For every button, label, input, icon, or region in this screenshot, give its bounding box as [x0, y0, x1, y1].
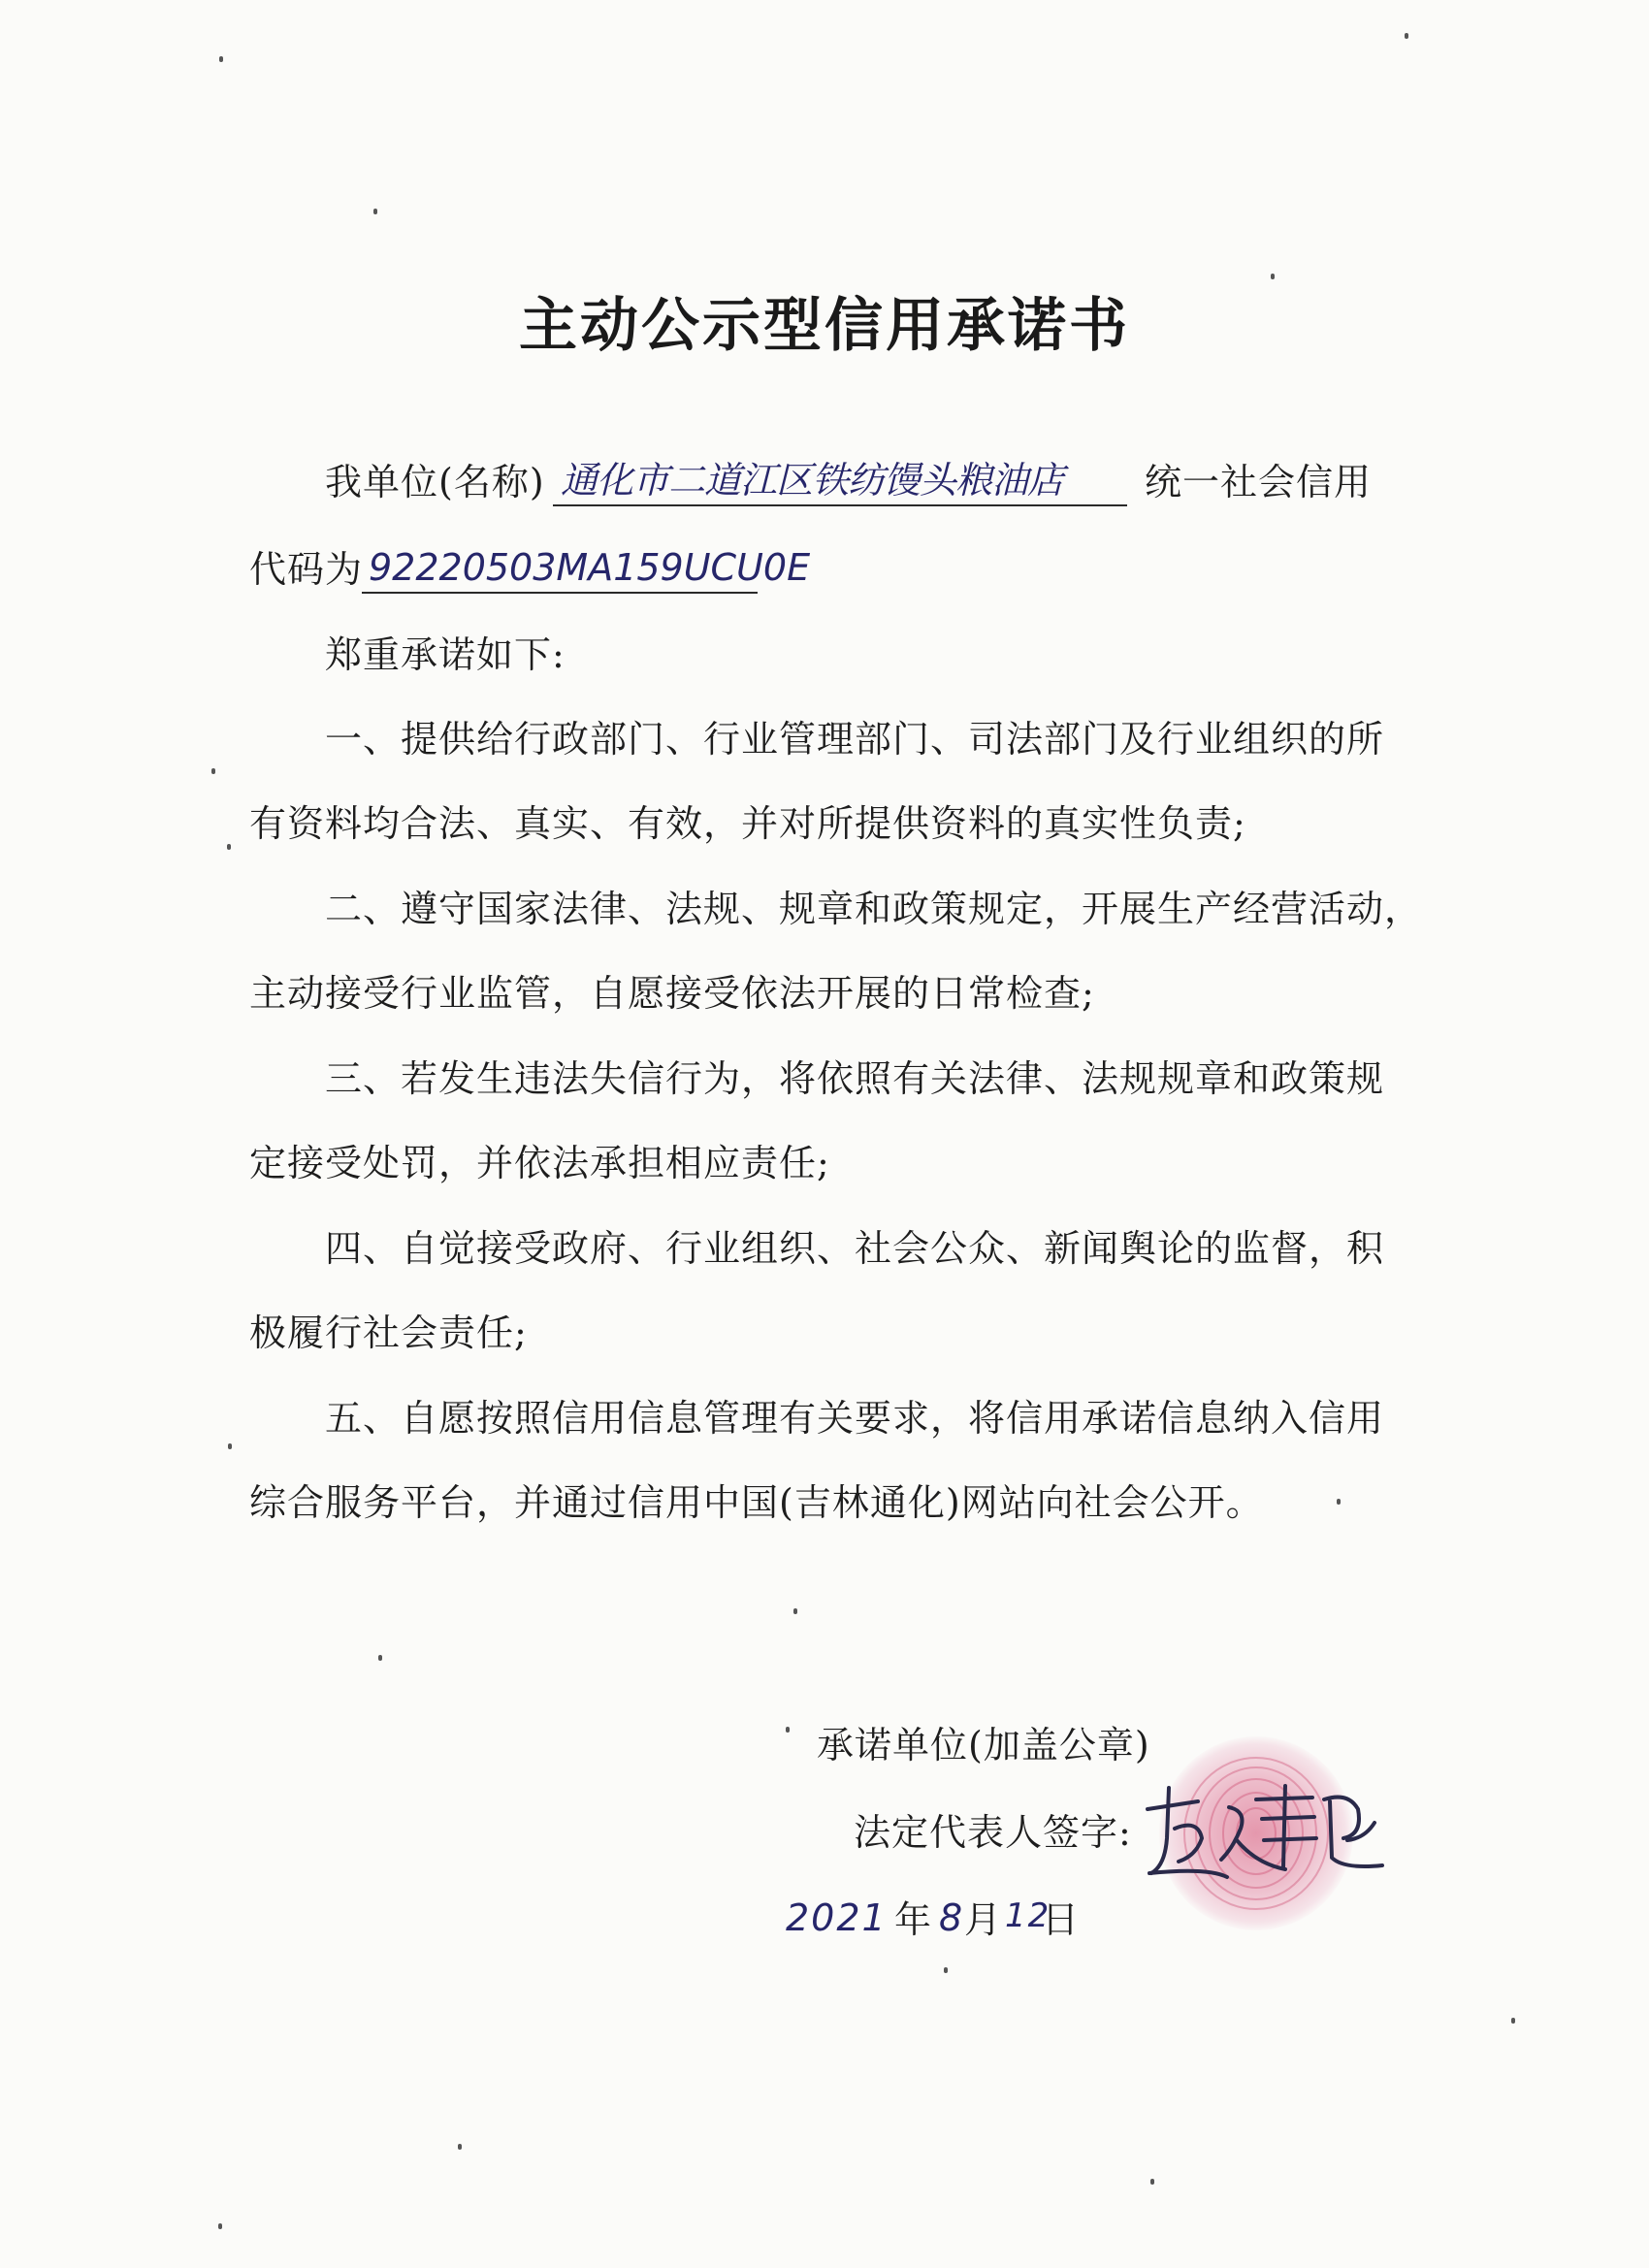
pledge-item-4-line2: 极履行社会责任;	[249, 1312, 528, 1354]
credit-code-prefix: 代码为	[249, 548, 364, 591]
scan-speck	[1337, 1499, 1341, 1505]
pledge-item-4-line1: 四、自觉接受政府、行业组织、社会公众、新闻舆论的监督，积	[325, 1227, 1385, 1270]
scan-speck	[228, 1443, 232, 1449]
unit-name-label: 我单位(名称)	[325, 461, 545, 503]
scan-speck	[944, 1967, 948, 1973]
credit-code-handwritten: 92220503MA159UCU0E	[369, 546, 811, 589]
date-month: 8	[939, 1896, 965, 1939]
scan-speck	[378, 1655, 382, 1661]
credit-code-label: 统一社会信用	[1145, 461, 1373, 503]
unit-name-handwritten: 通化市二道江区铁纺馒头粮油店	[561, 459, 1064, 502]
promising-unit-label: 承诺单位(加盖公章)	[817, 1724, 1150, 1766]
scan-speck	[218, 2223, 222, 2229]
scan-speck	[458, 2144, 462, 2150]
document-title: 主动公示型信用承诺书	[519, 292, 1130, 360]
pledge-item-3-line2: 定接受处罚，并依法承担相应责任;	[249, 1142, 830, 1184]
pledge-item-2-line1: 二、遵守国家法律、法规、规章和政策规定，开展生产经营活动，	[325, 888, 1423, 930]
credit-code-underline	[362, 592, 758, 594]
date-day-char: 日	[1042, 1898, 1081, 1941]
legal-rep-label: 法定代表人签字:	[854, 1811, 1132, 1854]
pledge-item-5-line2: 综合服务平台，并通过信用中国(吉林通化)网站向社会公开。	[249, 1481, 1264, 1524]
scan-speck	[786, 1727, 790, 1733]
date-month-char: 月	[964, 1898, 1003, 1941]
pledge-item-5-line1: 五、自愿按照信用信息管理有关要求，将信用承诺信息纳入信用	[325, 1397, 1385, 1440]
scan-speck	[219, 56, 223, 62]
pledge-item-2-line2: 主动接受行业监管，自愿接受依法开展的日常检查;	[249, 972, 1095, 1015]
legal-rep-signature	[1140, 1780, 1392, 1887]
date-day: 12	[1005, 1896, 1051, 1935]
unit-name-underline	[553, 504, 1127, 506]
date-year-char: 年	[894, 1898, 933, 1941]
scan-speck	[1150, 2179, 1154, 2185]
scan-speck	[211, 768, 215, 774]
date-year: 2021	[786, 1896, 888, 1939]
scan-speck	[227, 844, 231, 850]
pledge-item-1-line2: 有资料均合法、真实、有效，并对所提供资料的真实性负责;	[249, 802, 1246, 845]
scan-speck	[373, 209, 377, 214]
pledge-heading: 郑重承诺如下:	[325, 633, 566, 676]
scan-speck	[1405, 33, 1408, 39]
scan-speck	[1511, 2018, 1515, 2024]
pledge-item-1-line1: 一、提供给行政部门、行业管理部门、司法部门及行业组织的所	[325, 718, 1385, 761]
scan-speck	[793, 1608, 797, 1614]
pledge-item-3-line1: 三、若发生违法失信行为，将依照有关法律、法规规章和政策规	[325, 1057, 1385, 1100]
